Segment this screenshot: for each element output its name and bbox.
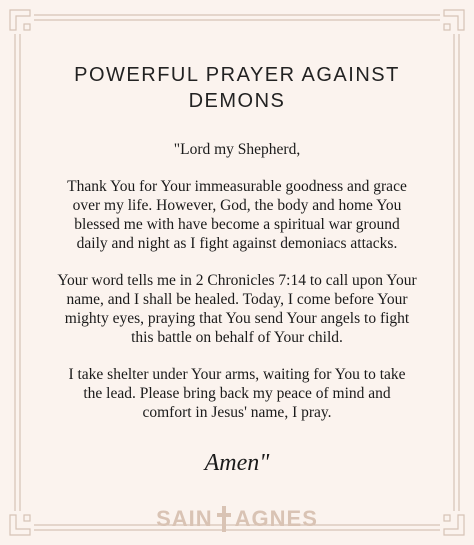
prayer-line: daily and night as I fight against demoniacs attacks. [76,235,398,252]
prayer-line: this battle on behalf of Your child. [131,329,343,346]
logo-text-left: SAIN [156,506,213,531]
title-line-1: POWERFUL PRAYER AGAINST [74,64,400,86]
prayer-body [40,140,434,440]
prayer-line: blessed me with have become a spiritual war ground [74,216,400,233]
prayer-paragraph-3 [40,365,434,422]
title-line-2: DEMONS [188,90,286,112]
logo-text-right: AGNES [234,506,318,531]
prayer-line: the lead. Please bring back my peace of mind and [83,385,391,402]
page-title [40,62,434,114]
prayer-line: over my life. However, God, the body and home You [72,197,402,214]
prayer-paragraph-2 [40,271,434,347]
prayer-line: name, and I shall be healed. Today, I come before Your [66,291,408,308]
prayer-line: I take shelter under Your arms, waiting for You to take [68,366,406,383]
prayer-line: Your word tells me in 2 Chronicles 7:14 to call upon Your [57,272,417,289]
prayer-greeting: "Lord my Shepherd, [173,141,301,158]
saint-agnes-logo [40,506,434,532]
content-area [40,0,434,545]
prayer-line: comfort in Jesus' name, I pray. [142,404,332,421]
cross-icon [217,506,231,532]
prayer-closing: Amen" [204,450,270,476]
prayer-line: mighty eyes, praying that You send Your angels to fight [64,310,410,327]
prayer-paragraph-1 [40,177,434,253]
prayer-line: Thank You for Your immeasurable goodness and grace [67,178,407,195]
